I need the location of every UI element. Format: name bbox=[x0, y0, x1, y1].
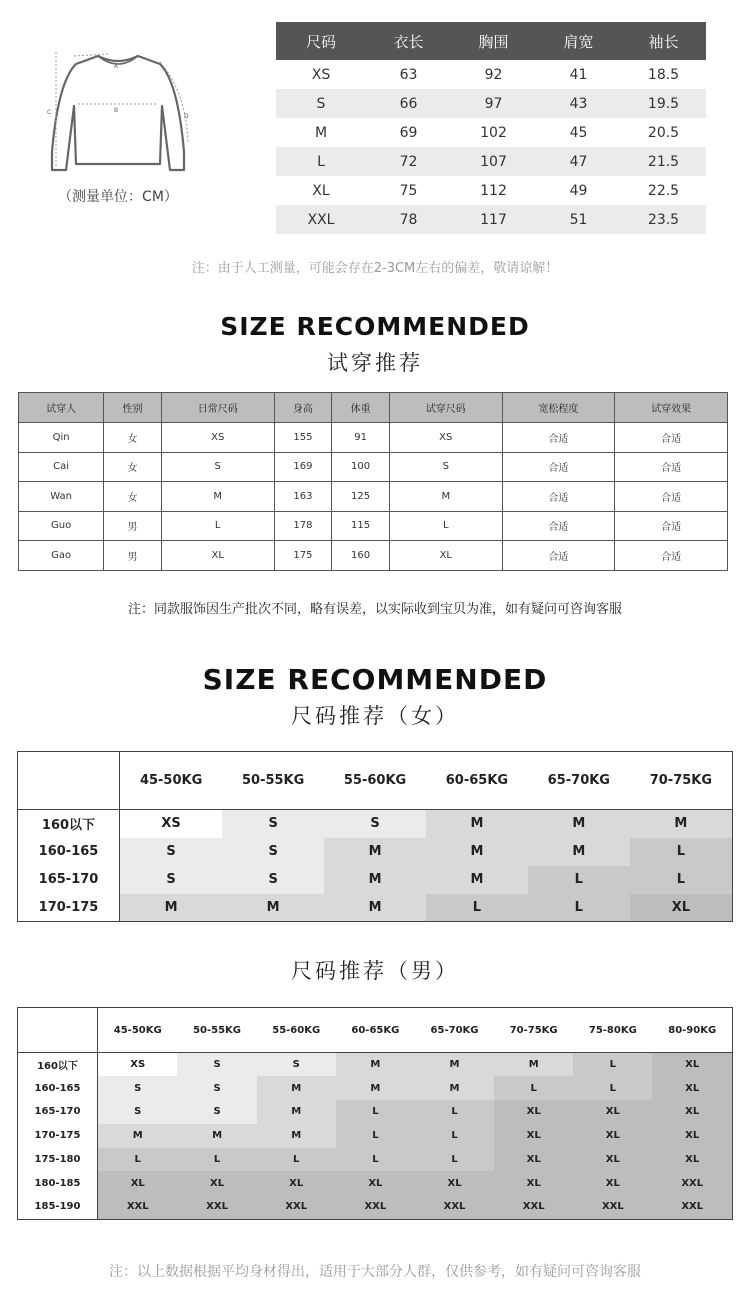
measurement-cell: M bbox=[314, 124, 328, 141]
size-cell: L bbox=[336, 1124, 415, 1148]
measurement-cell: 75 bbox=[399, 182, 418, 199]
size-cell: XL bbox=[652, 1076, 732, 1100]
tryon-row bbox=[19, 452, 728, 482]
tryon-cell: S bbox=[161, 452, 274, 482]
tryon-cell: Guo bbox=[19, 511, 104, 541]
measurement-body bbox=[276, 60, 706, 234]
size-cell: M bbox=[415, 1076, 494, 1100]
size-cell: S bbox=[98, 1100, 178, 1124]
tryon-cell: XS bbox=[389, 423, 502, 453]
measurement-cell: 43 bbox=[536, 89, 621, 118]
tryon-body bbox=[19, 423, 728, 571]
size-cell: XXL bbox=[652, 1195, 732, 1219]
tryon-cell: 合适 bbox=[502, 511, 615, 541]
measurement-cell: 72 bbox=[366, 147, 451, 176]
size-cell: M bbox=[336, 1053, 415, 1077]
size-cell: M bbox=[415, 1053, 494, 1077]
size-row bbox=[18, 1053, 733, 1077]
men-size-table bbox=[17, 1007, 733, 1220]
size-cell: M bbox=[257, 1076, 336, 1100]
measurement-cell: 23.5 bbox=[621, 205, 706, 234]
size-cell: L bbox=[528, 866, 630, 894]
size-row bbox=[18, 810, 733, 838]
size-row bbox=[18, 838, 733, 866]
measurement-row bbox=[276, 60, 706, 89]
height-cell: 160-165 bbox=[18, 838, 120, 866]
weight-header-cell: 65-70KG bbox=[528, 752, 630, 810]
tryon-cell: 169 bbox=[274, 452, 332, 482]
women-title-cn: 尺码推荐（女） bbox=[291, 704, 459, 728]
measurement-cell: 117 bbox=[451, 205, 536, 234]
tryon-cell: Gao bbox=[19, 541, 104, 571]
measurement-cell: 18.5 bbox=[647, 66, 680, 83]
height-cell: 160-165 bbox=[18, 1076, 98, 1100]
size-cell: M bbox=[257, 1124, 336, 1148]
measurement-header-row bbox=[276, 22, 706, 60]
size-cell: S bbox=[324, 810, 426, 838]
height-cell: 160以下 bbox=[18, 1053, 98, 1077]
size-cell: XXL bbox=[494, 1195, 573, 1219]
size-cell: S bbox=[222, 810, 324, 838]
size-cell: S bbox=[257, 1053, 336, 1077]
measurement-cell: 51 bbox=[536, 205, 621, 234]
measurement-cell: 63 bbox=[399, 66, 418, 83]
tryon-cell: 合适 bbox=[502, 541, 615, 571]
size-cell: XL bbox=[652, 1148, 732, 1172]
size-row bbox=[18, 894, 733, 922]
header-cell: 衣长 bbox=[366, 22, 451, 60]
weight-header-cell: 55-60KG bbox=[324, 752, 426, 810]
tryon-cell: Qin bbox=[19, 423, 104, 453]
size-cell: XXL bbox=[336, 1195, 415, 1219]
size-cell: XL bbox=[336, 1171, 415, 1195]
size-cell: S bbox=[177, 1076, 256, 1100]
tryon-cell: 163 bbox=[274, 482, 332, 512]
diagram-label-c: C bbox=[47, 109, 52, 116]
measurement-note: 注：由于人工测量，可能会存在2-3CM左右的偏差，敬请谅解！ bbox=[191, 261, 559, 276]
shirt-diagram-icon bbox=[38, 42, 198, 182]
tryon-cell: 175 bbox=[274, 541, 332, 571]
weight-header-cell: 55-60KG bbox=[257, 1008, 336, 1053]
size-cell: M bbox=[177, 1124, 256, 1148]
diagram-label-b: B bbox=[114, 107, 119, 114]
size-cell: XXL bbox=[652, 1171, 732, 1195]
men-title-cn: 尺码推荐（男） bbox=[291, 959, 459, 983]
header-cell: 袖长 bbox=[621, 22, 706, 60]
size-cell: L bbox=[177, 1148, 256, 1172]
weight-header-cell: 45-50KG bbox=[120, 752, 223, 810]
size-cell: M bbox=[630, 810, 733, 838]
tryon-cell: 男 bbox=[104, 541, 162, 571]
size-cell: M bbox=[528, 838, 630, 866]
size-cell: XXL bbox=[573, 1195, 652, 1219]
tryon-cell: 合适 bbox=[615, 511, 728, 541]
size-cell: XS bbox=[120, 810, 223, 838]
tryon-row bbox=[19, 511, 728, 541]
size-cell: M bbox=[324, 838, 426, 866]
height-cell: 160以下 bbox=[18, 810, 120, 838]
measurement-cell: 112 bbox=[480, 182, 507, 199]
size-cell: L bbox=[573, 1076, 652, 1100]
tryon-cell: L bbox=[389, 511, 502, 541]
height-cell: 185-190 bbox=[18, 1195, 98, 1219]
tryon-row bbox=[19, 541, 728, 571]
size-cell: S bbox=[177, 1100, 256, 1124]
tryon-row bbox=[19, 423, 728, 453]
diagram-label-d: D bbox=[184, 113, 189, 120]
size-cell: L bbox=[98, 1148, 178, 1172]
unit-note: （测量单位：CM） bbox=[58, 189, 178, 205]
size-cell: M bbox=[528, 810, 630, 838]
size-cell: L bbox=[415, 1100, 494, 1124]
size-cell: L bbox=[426, 894, 528, 922]
tryon-cell: 125 bbox=[332, 482, 390, 512]
tryon-cell: 合适 bbox=[502, 423, 615, 453]
weight-header-cell: 80-90KG bbox=[652, 1008, 732, 1053]
weight-header-cell: 50-55KG bbox=[177, 1008, 256, 1053]
tryon-header-cell: 身高 bbox=[274, 393, 332, 423]
measurement-cell: 66 bbox=[366, 89, 451, 118]
measurement-cell: L bbox=[276, 147, 366, 176]
tryon-header-cell: 体重 bbox=[332, 393, 390, 423]
measurement-cell: 92 bbox=[484, 66, 503, 83]
measurement-cell: 19.5 bbox=[621, 89, 706, 118]
weight-header-cell: 65-70KG bbox=[415, 1008, 494, 1053]
tryon-cell: L bbox=[161, 511, 274, 541]
women-body bbox=[18, 810, 733, 922]
size-cell: XXL bbox=[177, 1195, 256, 1219]
men-body bbox=[18, 1053, 733, 1220]
size-cell: L bbox=[415, 1124, 494, 1148]
size-cell: L bbox=[415, 1148, 494, 1172]
tryon-cell: 合适 bbox=[615, 423, 728, 453]
size-cell: XL bbox=[652, 1100, 732, 1124]
header-cell: 胸围 bbox=[451, 22, 536, 60]
tryon-cell: 160 bbox=[332, 541, 390, 571]
size-cell: L bbox=[257, 1148, 336, 1172]
size-cell: M bbox=[222, 894, 324, 922]
measurement-cell: 22.5 bbox=[647, 182, 680, 199]
corner-cell bbox=[18, 1008, 98, 1053]
size-row bbox=[18, 1148, 733, 1172]
weight-header-cell: 50-55KG bbox=[222, 752, 324, 810]
size-cell: XL bbox=[652, 1053, 732, 1077]
measurement-cell: 41 bbox=[569, 66, 588, 83]
size-cell: XL bbox=[630, 894, 733, 922]
women-size-table bbox=[17, 751, 733, 922]
size-cell: XL bbox=[177, 1171, 256, 1195]
tryon-cell: M bbox=[389, 482, 502, 512]
height-cell: 165-170 bbox=[18, 866, 120, 894]
size-cell: L bbox=[494, 1076, 573, 1100]
tryon-cell: 合适 bbox=[615, 452, 728, 482]
size-cell: XL bbox=[652, 1124, 732, 1148]
size-cell: M bbox=[336, 1076, 415, 1100]
size-cell: XL bbox=[573, 1148, 652, 1172]
size-cell: S bbox=[120, 838, 223, 866]
tryon-cell: XL bbox=[161, 541, 274, 571]
measurement-cell: S bbox=[276, 89, 366, 118]
measurement-cell: 49 bbox=[569, 182, 588, 199]
weight-header-cell: 75-80KG bbox=[573, 1008, 652, 1053]
size-cell: XXL bbox=[257, 1195, 336, 1219]
size-cell: S bbox=[98, 1076, 178, 1100]
tryon-header-cell: 试穿人 bbox=[19, 393, 104, 423]
size-cell: XL bbox=[573, 1124, 652, 1148]
measurement-table bbox=[276, 22, 706, 234]
height-cell: 165-170 bbox=[18, 1100, 98, 1124]
women-header-row bbox=[18, 752, 733, 810]
size-row bbox=[18, 1124, 733, 1148]
tryon-cell: 合适 bbox=[502, 452, 615, 482]
measurement-cell: 102 bbox=[480, 124, 507, 141]
height-cell: 170-175 bbox=[18, 1124, 98, 1148]
tryon-cell: 91 bbox=[332, 423, 390, 453]
measurement-row bbox=[276, 176, 706, 205]
tryon-table bbox=[18, 392, 728, 571]
tryon-cell: 100 bbox=[332, 452, 390, 482]
measurement-cell: 20.5 bbox=[647, 124, 680, 141]
size-cell: M bbox=[257, 1100, 336, 1124]
women-title-en: SIZE RECOMMENDED bbox=[202, 663, 548, 696]
tryon-header-cell: 性别 bbox=[104, 393, 162, 423]
size-cell: XL bbox=[494, 1124, 573, 1148]
size-cell: S bbox=[222, 866, 324, 894]
size-cell: M bbox=[98, 1124, 178, 1148]
measurement-cell: 107 bbox=[451, 147, 536, 176]
weight-header-cell: 60-65KG bbox=[426, 752, 528, 810]
tryon-cell: 合适 bbox=[502, 482, 615, 512]
size-cell: XS bbox=[98, 1053, 178, 1077]
measurement-cell: 21.5 bbox=[621, 147, 706, 176]
tryon-cell: 178 bbox=[274, 511, 332, 541]
height-cell: 180-185 bbox=[18, 1171, 98, 1195]
tryon-cell: M bbox=[161, 482, 274, 512]
size-cell: L bbox=[630, 838, 733, 866]
size-cell: M bbox=[120, 894, 223, 922]
tryon-row bbox=[19, 482, 728, 512]
tryon-cell: 155 bbox=[274, 423, 332, 453]
size-row bbox=[18, 1076, 733, 1100]
measurement-row bbox=[276, 205, 706, 234]
tryon-cell: Cai bbox=[19, 452, 104, 482]
size-row bbox=[18, 1195, 733, 1219]
size-cell: L bbox=[630, 866, 733, 894]
tryon-header-cell: 宽松程度 bbox=[502, 393, 615, 423]
size-cell: S bbox=[222, 838, 324, 866]
tryon-cell: Wan bbox=[19, 482, 104, 512]
tryon-title-cn: 试穿推荐 bbox=[327, 351, 423, 375]
tryon-cell: 男 bbox=[104, 511, 162, 541]
measurement-cell: 45 bbox=[569, 124, 588, 141]
size-cell: XL bbox=[257, 1171, 336, 1195]
tryon-note: 注：同款服饰因生产批次不同，略有误差，以实际收到宝贝为准，如有疑问可咨询客服 bbox=[127, 602, 622, 617]
height-cell: 170-175 bbox=[18, 894, 120, 922]
measurement-cell: XS bbox=[311, 66, 331, 83]
tryon-header-cell: 试穿尺码 bbox=[389, 393, 502, 423]
size-cell: XL bbox=[573, 1100, 652, 1124]
size-cell: M bbox=[324, 894, 426, 922]
size-cell: M bbox=[426, 838, 528, 866]
size-cell: XL bbox=[98, 1171, 178, 1195]
weight-header-cell: 60-65KG bbox=[336, 1008, 415, 1053]
size-row bbox=[18, 866, 733, 894]
diagram-label-a: A bbox=[114, 63, 119, 70]
size-cell: XL bbox=[415, 1171, 494, 1195]
size-row bbox=[18, 1100, 733, 1124]
tryon-cell: S bbox=[389, 452, 502, 482]
size-cell: M bbox=[324, 866, 426, 894]
measurement-cell: 47 bbox=[536, 147, 621, 176]
size-cell: XL bbox=[494, 1148, 573, 1172]
size-cell: XL bbox=[494, 1100, 573, 1124]
weight-header-cell: 70-75KG bbox=[494, 1008, 573, 1053]
header-cell: 肩宽 bbox=[536, 22, 621, 60]
header-cell: 尺码 bbox=[276, 22, 366, 60]
tryon-cell: XL bbox=[389, 541, 502, 571]
size-cell: S bbox=[120, 866, 223, 894]
size-cell: L bbox=[528, 894, 630, 922]
measurement-cell: 78 bbox=[366, 205, 451, 234]
size-cell: M bbox=[426, 866, 528, 894]
weight-header-cell: 70-75KG bbox=[630, 752, 733, 810]
size-cell: XL bbox=[494, 1171, 573, 1195]
size-cell: L bbox=[336, 1100, 415, 1124]
corner-cell bbox=[18, 752, 120, 810]
measurement-row bbox=[276, 118, 706, 147]
size-cell: L bbox=[573, 1053, 652, 1077]
measurement-cell: XXL bbox=[276, 205, 366, 234]
size-cell: M bbox=[494, 1053, 573, 1077]
men-header-row bbox=[18, 1008, 733, 1053]
size-cell: XXL bbox=[415, 1195, 494, 1219]
size-cell: L bbox=[336, 1148, 415, 1172]
size-cell: XXL bbox=[98, 1195, 178, 1219]
size-row bbox=[18, 1171, 733, 1195]
tryon-header-cell: 日常尺码 bbox=[161, 393, 274, 423]
size-cell: S bbox=[177, 1053, 256, 1077]
size-cell: M bbox=[426, 810, 528, 838]
height-cell: 175-180 bbox=[18, 1148, 98, 1172]
tryon-cell: XS bbox=[161, 423, 274, 453]
measurement-cell: 69 bbox=[399, 124, 418, 141]
tryon-cell: 115 bbox=[332, 511, 390, 541]
tryon-cell: 女 bbox=[104, 452, 162, 482]
men-note: 注：以上数据根据平均身材得出，适用于大部分人群，仅供参考，如有疑问可咨询客服 bbox=[109, 1264, 641, 1280]
tryon-cell: 女 bbox=[104, 482, 162, 512]
tryon-header-row bbox=[19, 393, 728, 423]
tryon-cell: 女 bbox=[104, 423, 162, 453]
tryon-cell: 合适 bbox=[615, 482, 728, 512]
weight-header-cell: 45-50KG bbox=[98, 1008, 178, 1053]
tryon-header-cell: 试穿效果 bbox=[615, 393, 728, 423]
measurement-row bbox=[276, 147, 706, 176]
tryon-title-en: SIZE RECOMMENDED bbox=[220, 312, 530, 341]
measurement-row bbox=[276, 89, 706, 118]
size-cell: XL bbox=[573, 1171, 652, 1195]
measurement-cell: XL bbox=[312, 182, 330, 199]
tryon-cell: 合适 bbox=[615, 541, 728, 571]
measurement-cell: 97 bbox=[451, 89, 536, 118]
